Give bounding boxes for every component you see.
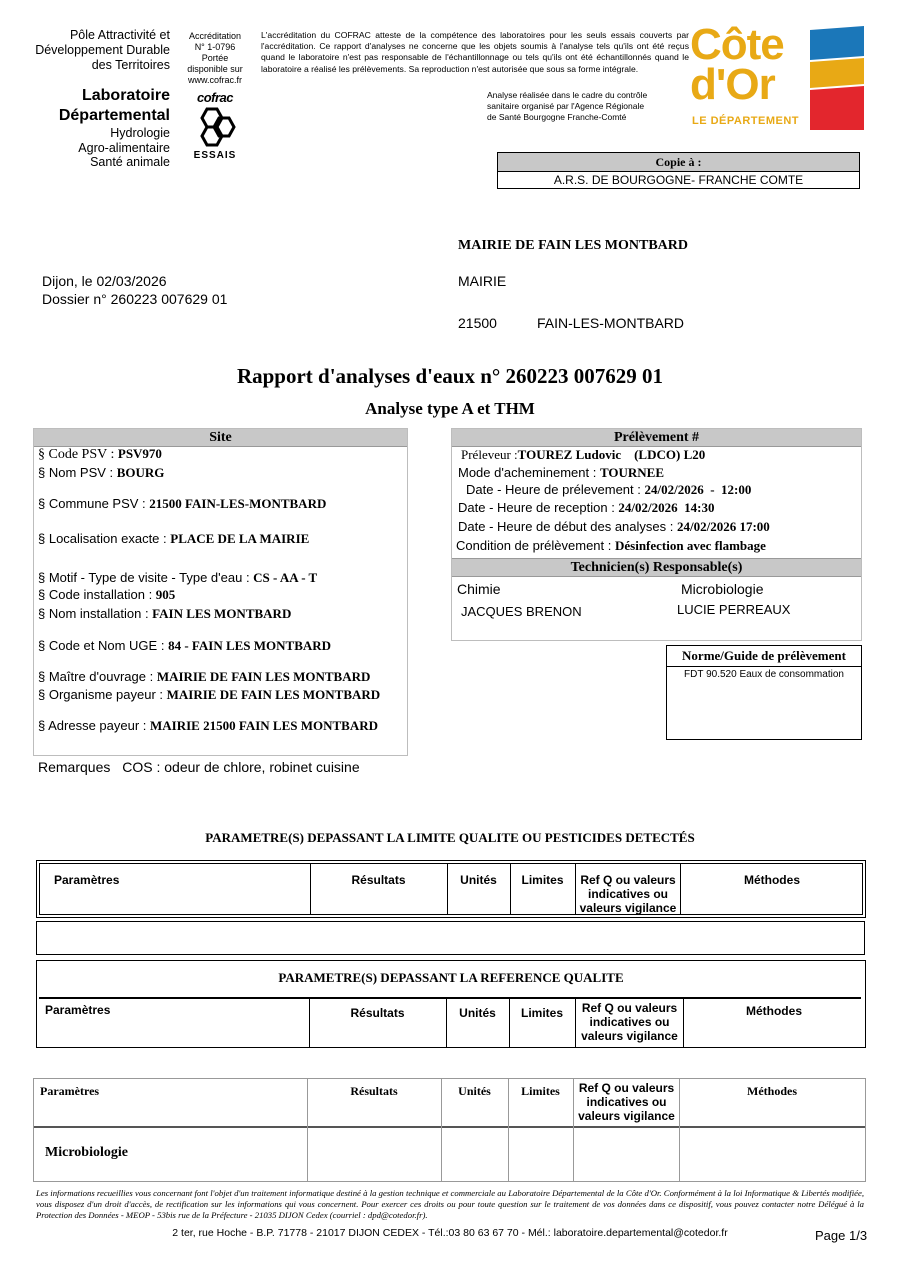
accreditation-line: Accréditation bbox=[188, 31, 242, 41]
accreditation-line: disponible sur bbox=[187, 64, 243, 74]
header-resultats: Résultats bbox=[351, 873, 406, 887]
report-subtitle: Analyse type A et THM bbox=[365, 399, 535, 418]
logo-line-1: Côte bbox=[690, 20, 784, 69]
recipient-name: MAIRIE DE FAIN LES MONTBARD bbox=[458, 238, 688, 253]
site-localisation: § Localisation exacte : PLACE DE LA MAIRIE bbox=[38, 531, 310, 546]
header-refq: Ref Q ou valeurs indicatives ou valeurs vigilance bbox=[581, 1001, 678, 1043]
cofrac-notice: L'accréditation du COFRAC atteste de la compétence des laboratoires pour les seuls essais couverts par l'accréditation. Ce rapport d'analyses ne concerne que les objets soumis à l'analyse tels qu'ils ont été reçus quand le laboratoire n'est pas responsable de l'échantillonnage ou tels qu'ils ont été échantillonnés quand le laboratoire a réalisé les prélèvements. Sa reproduction n'est autorisée que sous sa forme intégrale. bbox=[261, 30, 689, 74]
section2-title: PARAMETRE(S) DEPASSANT LA REFERENCE QUALITE bbox=[278, 970, 624, 985]
header-methodes: Méthodes bbox=[745, 1004, 802, 1018]
header-methodes: Méthodes bbox=[743, 873, 800, 887]
recipient-postcode: 21500 bbox=[458, 315, 497, 331]
pole-line: Développement Durable bbox=[35, 43, 170, 57]
section2-header-row bbox=[37, 999, 865, 1047]
accreditation-line: www.cofrac.fr bbox=[187, 75, 242, 85]
prelevement-title: Prélèvement # bbox=[452, 429, 861, 447]
section1-title: PARAMETRE(S) DEPASSANT LA LIMITE QUALITE OU PESTICIDES DETECTÉS bbox=[205, 830, 695, 845]
site-code-installation: § Code installation : 905 bbox=[38, 587, 176, 602]
header-refq: Ref Q ou valeurs indicatives ou valeurs vigilance bbox=[579, 873, 677, 915]
lab-section-item: Hydrologie bbox=[110, 126, 170, 140]
copy-title: Copie à : bbox=[498, 153, 859, 172]
site-nom-installation: § Nom installation : FAIN LES MONTBARD bbox=[38, 606, 292, 621]
cofrac-hexagon-icon bbox=[193, 105, 237, 149]
site-title: Site bbox=[34, 429, 407, 447]
accreditation-line: N° 1-0796 bbox=[194, 42, 236, 52]
section1-header-row bbox=[39, 863, 863, 915]
norme-box bbox=[666, 645, 862, 740]
remarks bbox=[38, 759, 360, 775]
privacy-notice: Les informations recueillies vous concernant font l'objet d'un traitement informatique destiné à la gestion technique et commerciale au Laboratoire Départemental de la Côte d'Or. Conformément à la loi Informatique & Libertés modifiée, vous disposez d'un droit d'accès, de rectification sur les informations qui vous concernent. Pour exercer ces droits ou pour toute question sur le traitement de vos données dans ce dispositif, vous pouvez contacter notre Délégué à la Protection des Données - MEOP - 53bis rue de la Préfecture - 21035 DIJON Cedex (courriel : dpd@cotedor.fr). bbox=[36, 1188, 864, 1221]
techniciens-title: Technicien(s) Responsable(s) bbox=[452, 558, 861, 577]
header-parametres: Paramètres bbox=[45, 1003, 111, 1017]
pole-line: des Territoires bbox=[91, 58, 170, 72]
section1-table bbox=[36, 860, 866, 918]
logo-flag-icon bbox=[810, 26, 866, 130]
header-resultats: Résultats bbox=[350, 1006, 405, 1020]
logo-subtitle: LE DÉPARTEMENT bbox=[692, 115, 800, 127]
lab-title-line: Laboratoire bbox=[81, 87, 170, 104]
ars-notice bbox=[487, 90, 687, 123]
cotedor-logo bbox=[690, 20, 870, 134]
copy-recipient: A.R.S. DE BOURGOGNE- FRANCHE COMTE bbox=[553, 173, 804, 187]
norme-value: FDT 90.520 Eaux de consommation bbox=[684, 669, 844, 680]
header-limites: Limites bbox=[521, 873, 564, 887]
chimie-label: Chimie bbox=[457, 581, 501, 597]
logo-line-2: d'Or bbox=[690, 60, 775, 109]
site-motif: § Motif - Type de visite - Type d'eau : CS - AA - T bbox=[38, 570, 318, 585]
norme-title: Norme/Guide de prélèvement bbox=[667, 646, 861, 667]
section3-microbiologie: Microbiologie bbox=[45, 1145, 128, 1160]
header-unites: Unités bbox=[460, 873, 497, 887]
lab-section-item: Agro-alimentaire bbox=[78, 140, 170, 155]
lab-sections bbox=[20, 126, 170, 170]
site-organisme-payeur: § Organisme payeur : MAIRIE DE FAIN LES MONTBARD bbox=[38, 687, 381, 702]
header-unites: Unités bbox=[458, 1084, 491, 1098]
prelevement-date-debut: Date - Heure de début des analyses : 24/02/2026 17:00 bbox=[458, 519, 770, 534]
copy-box bbox=[497, 152, 860, 189]
header-unites: Unités bbox=[459, 1006, 496, 1020]
cofrac-essais: ESSAIS bbox=[193, 150, 237, 161]
accreditation-block bbox=[182, 31, 248, 86]
header-limites: Limites bbox=[521, 1084, 560, 1098]
header-parametres: Paramètres bbox=[54, 873, 120, 887]
cofrac-wordmark: cofrac bbox=[196, 90, 234, 105]
header-refq: Ref Q ou valeurs indicatives ou valeurs vigilance bbox=[578, 1081, 675, 1123]
lab-title-line: Départemental bbox=[58, 107, 170, 124]
site-maitre-ouvrage: § Maître d'ouvrage : MAIRIE DE FAIN LES MONTBARD bbox=[38, 669, 371, 684]
section1-empty-row bbox=[36, 921, 865, 955]
lab-section-item: Santé animale bbox=[90, 155, 170, 169]
chimie-name: JACQUES BRENON bbox=[461, 604, 582, 619]
report-title: Rapport d'analyses d'eaux n° 260223 007629 01 bbox=[236, 364, 664, 388]
site-uge: § Code et Nom UGE : 84 - FAIN LES MONTBARD bbox=[38, 638, 332, 653]
report-date: Dijon, le 02/03/2026 bbox=[42, 273, 167, 289]
header-methodes: Méthodes bbox=[747, 1084, 797, 1098]
ars-notice-line: sanitaire organisé par l'Agence Régionale bbox=[487, 101, 645, 111]
dossier-number: Dossier n° 260223 007629 01 bbox=[42, 291, 228, 307]
prelevement-date-reception: Date - Heure de reception : 24/02/2026 14:30 bbox=[458, 500, 715, 515]
prelevement-condition: Condition de prélèvement : Désinfection avec flambage bbox=[456, 538, 766, 553]
section2-table bbox=[36, 960, 866, 1048]
pole-line: Pôle Attractivité et bbox=[69, 28, 170, 42]
accreditation-line: Portée bbox=[201, 53, 229, 63]
recipient-city: FAIN-LES-MONTBARD bbox=[537, 315, 685, 331]
site-commune: § Commune PSV : 21500 FAIN-LES-MONTBARD bbox=[38, 496, 327, 511]
site-nom-psv: § Nom PSV : BOURG bbox=[38, 465, 165, 480]
remarks-text: COS : odeur de chlore, robinet cuisine bbox=[122, 759, 360, 775]
cofrac-logo bbox=[186, 90, 244, 161]
lab-title bbox=[20, 86, 170, 126]
section3-table bbox=[33, 1078, 866, 1182]
ars-notice-line: Analyse réalisée dans le cadre du contrôle bbox=[487, 90, 648, 100]
prelevement-date-prelevement: Date - Heure de prélevement : 24/02/2026 - 12:00 bbox=[466, 482, 752, 497]
footer-address: 2 ter, rue Hoche - B.P. 71778 - 21017 DIJON CEDEX - Tél.:03 80 63 67 70 - Mél.: laboratoire.departemental@cotedor.fr bbox=[172, 1227, 728, 1239]
recipient-line1: MAIRIE bbox=[458, 273, 507, 289]
prelevement-mode: Mode d'acheminement : TOURNEE bbox=[458, 465, 665, 480]
prelevement-preleveur: Préleveur :TOUREZ Ludovic (LDCO) L20 bbox=[461, 447, 706, 462]
site-adresse-payeur: § Adresse payeur : MAIRIE 21500 FAIN LES MONTBARD bbox=[38, 718, 379, 733]
micro-label: Microbiologie bbox=[681, 581, 764, 597]
header-resultats: Résultats bbox=[350, 1084, 398, 1098]
page-number: Page 1/3 bbox=[815, 1228, 868, 1243]
header-limites: Limites bbox=[520, 1006, 563, 1020]
remarks-label: Remarques bbox=[38, 759, 111, 775]
header-parametres: Paramètres bbox=[40, 1084, 100, 1098]
pole-block bbox=[20, 28, 170, 73]
micro-name: LUCIE PERREAUX bbox=[677, 602, 791, 617]
ars-notice-line: de Santé Bourgogne Franche-Comté bbox=[487, 112, 627, 122]
site-code-psv: § Code PSV : PSV970 bbox=[38, 446, 162, 462]
